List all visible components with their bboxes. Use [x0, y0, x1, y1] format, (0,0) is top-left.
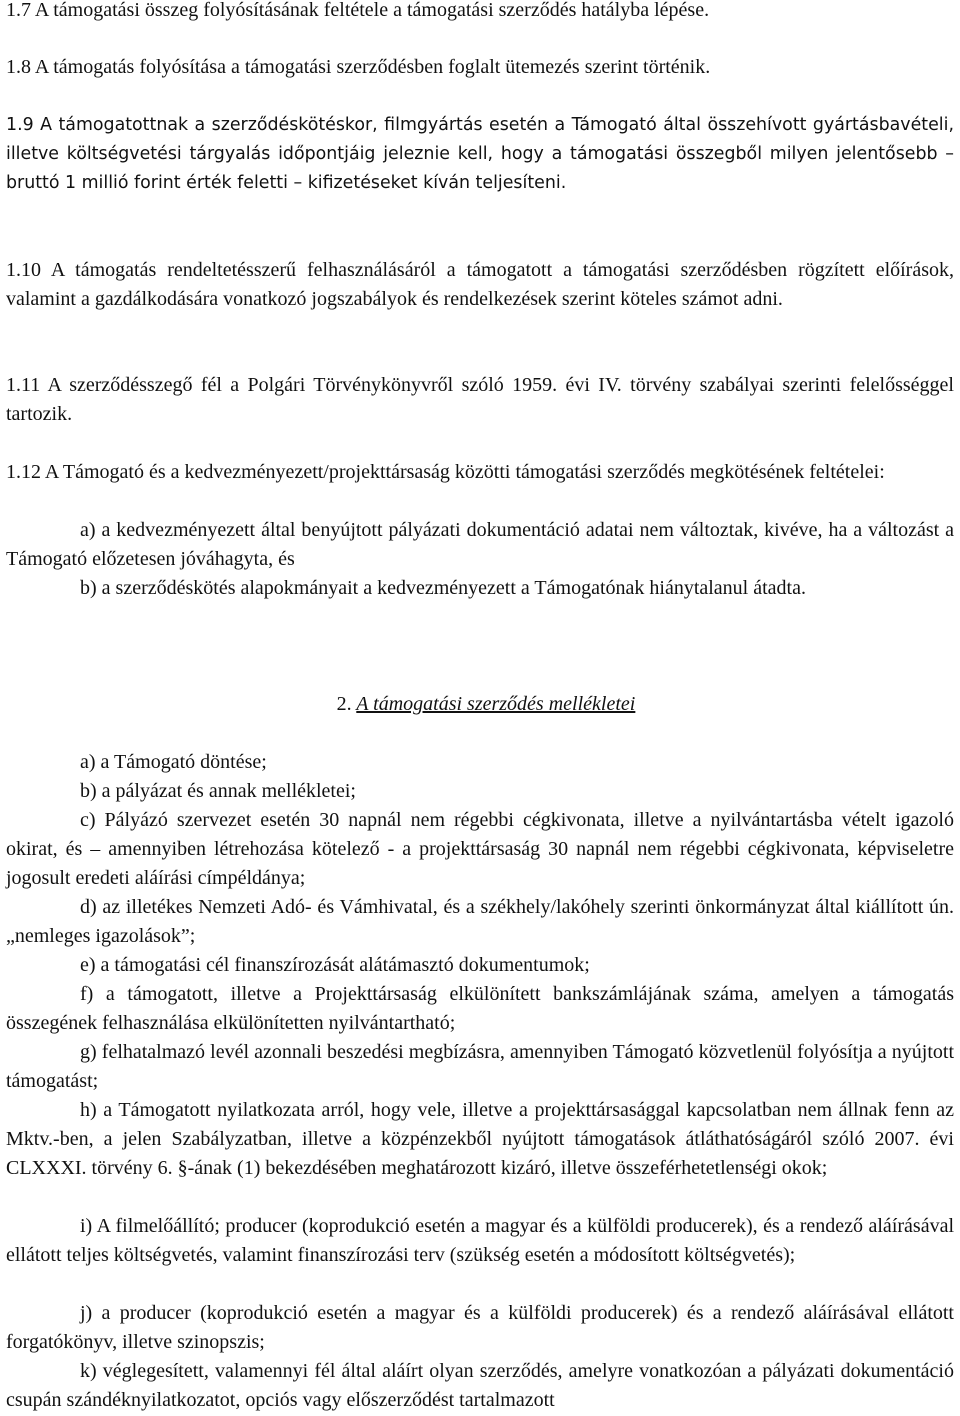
attachment-item-e: e) a támogatási cél finanszírozását alátámasztó dokumentumok;: [80, 954, 590, 976]
attachment-item-k: k) véglegesített, valamennyi fél által aláírt olyan szerződés, amelyre vonatkozóan a pályázati dokumentáció csupán szándéknyilatkozatot, opciós vagy előszerződést tartalmazott: [6, 1360, 954, 1411]
attachment-item-c: c) Pályázó szervezet esetén 30 napnál nem régebbi cégkivonata, illetve a nyilvántartásba vételt igazoló okirat, és – amennyiben létrehozása kötelező - a projekttársaság 30 napnál nem régebbi cégkivonata, képviseletre jogosult eredeti aláírási címpéldánya;: [6, 809, 954, 889]
attachment-item-f: f) a támogatott, illetve a Projekttársaság elkülönített bankszámlájának száma, amelyen a támogatás összegének felhasználása elkülönítetten nyilvántartható;: [6, 983, 954, 1034]
attachment-item-h: h) a Támogatott nyilatkozata arról, hogy vele, illetve a projekttársasággal kapcsolatban nem állnak fenn az Mktv.-ben, a jelen Szabályzatban, illetve a közpénzekből nyújtott támogatások átláthatóságáról szóló 2007. évi CLXXXI. törvény 6. §-ának (1) bekezdésében meghatározott kizáró, illetve összeférhetetlenségi okok;: [6, 1099, 954, 1179]
attachment-item-g: g) felhatalmazó levél azonnali beszedési megbízásra, amennyiben Támogató közvetlenül folyósítja a nyújtott támogatást;: [6, 1041, 954, 1092]
paragraph-1-7: 1.7 A támogatási összeg folyósításának feltétele a támogatási szerződés hatályba lépése.: [6, 0, 710, 21]
attachment-item-i: i) A filmelőállító; producer (koprodukció esetén a magyar és a külföldi producerek), és a rendező aláírásával ellátott teljes költségvetés, valamint finanszírozási terv (szükség esetén a módosított költségvetés);: [6, 1215, 954, 1266]
paragraph-1-8: 1.8 A támogatás folyósítása a támogatási szerződésben foglalt ütemezés szerint történik.: [6, 56, 711, 78]
attachment-item-d: d) az illetékes Nemzeti Adó- és Vámhivatal, és a székhely/lakóhely szerinti önkormányzat által kiállított ún. „nemleges igazolások”;: [6, 896, 954, 947]
attachment-item-a: a) a Támogató döntése;: [80, 751, 267, 773]
section-2-heading: [6, 690, 960, 719]
attachment-item-j: j) a producer (koprodukció esetén a magyar és a külföldi producerek) és a rendező aláírásával ellátott forgatókönyv, illetve szinopszis;: [6, 1302, 954, 1353]
paragraph-1-10: 1.10 A támogatás rendeltetésszerű felhasználásáról a támogatott a támogatási szerződésben rögzített előírások, valamint a gazdálkodására vonatkozó jogszabályok és rendelkezések szerint köteles számot adni.: [6, 259, 954, 310]
section-2-title: A támogatási szerződés mellékletei: [356, 693, 636, 715]
paragraph-1-12: 1.12 A Támogató és a kedvezményezett/projekttársaság közötti támogatási szerződés megkötésének feltételei:: [6, 461, 885, 483]
condition-b: b) a szerződéskötés alapokmányait a kedvezményezett a Támogatónak hiánytalanul átadta.: [80, 577, 806, 599]
condition-a: a) a kedvezményezett által benyújtott pályázati dokumentáció adatai nem változtak, kivéve, ha a változást a Támogató előzetesen jóváhagyta, és: [6, 519, 954, 570]
paragraph-1-9: 1.9 A támogatottnak a szerződéskötéskor, filmgyártás esetén a Támogató által összehívott gyártásbavételi, illetve költségvetési tárgyalás időpontjáig jeleznie kell, hogy a támogatási összegből milyen jelentősebb – bruttó 1 millió forint érték feletti – kifizetéseket kíván teljesíteni.: [6, 115, 954, 193]
attachment-item-b: b) a pályázat és annak mellékletei;: [80, 780, 356, 802]
paragraph-1-11: 1.11 A szerződésszegő fél a Polgári Törvénykönyvről szóló 1959. évi IV. törvény szabályai szerinti felelősséggel tartozik.: [6, 374, 954, 425]
section-2-number: 2.: [336, 693, 352, 715]
